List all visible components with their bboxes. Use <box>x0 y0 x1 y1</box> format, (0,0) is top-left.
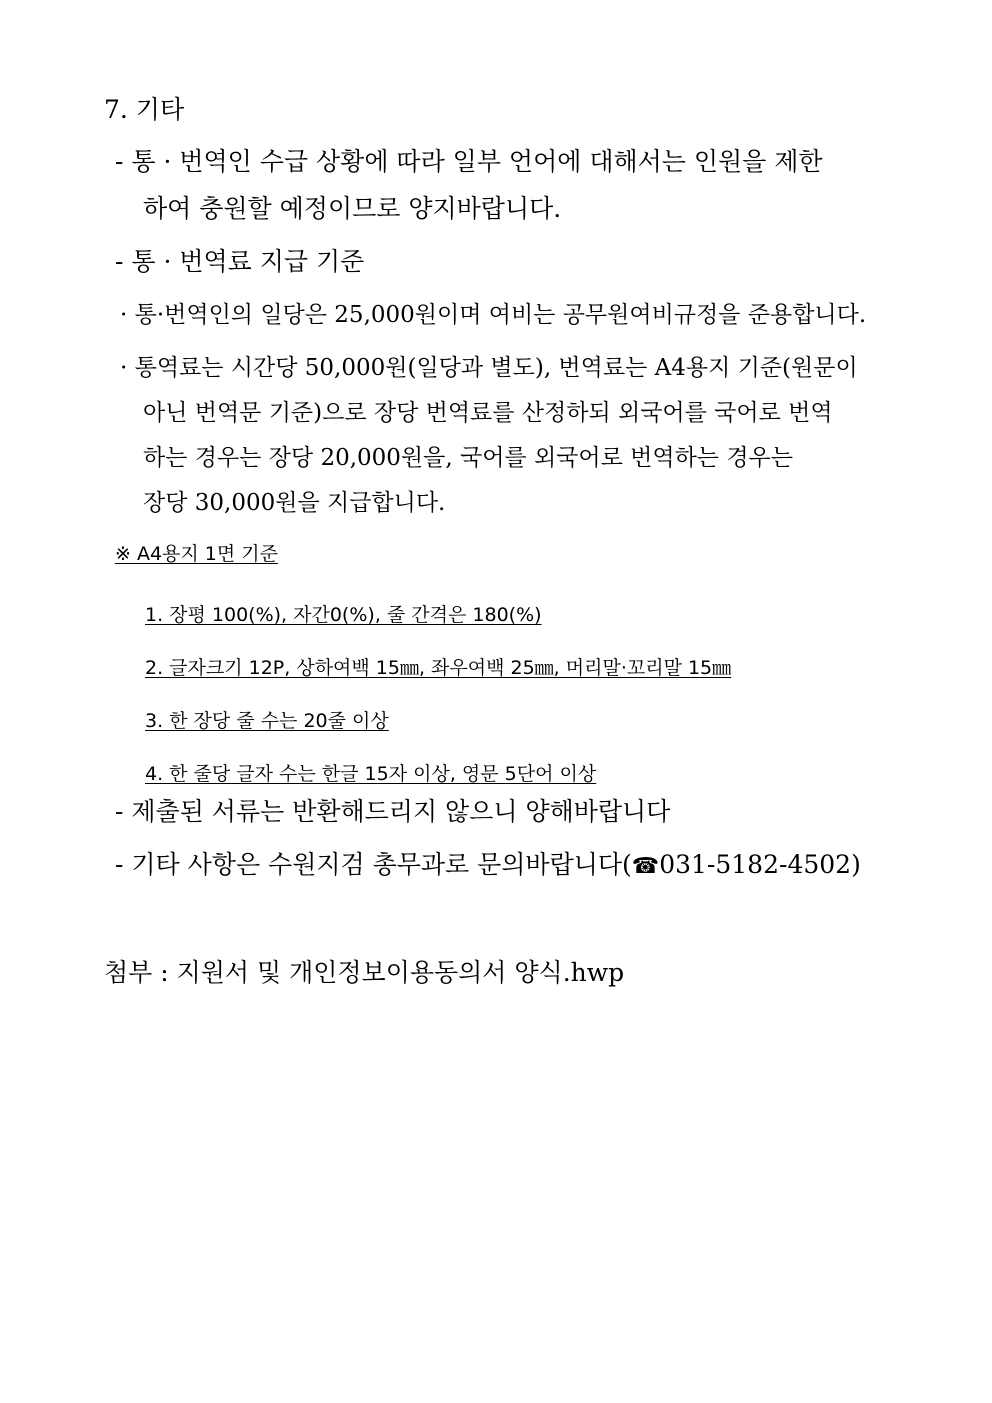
a4-criteria-item-2: 2. 글자크기 12P, 상하여백 15㎜, 좌우여백 25㎜, 머리말·꼬리말 15㎜ <box>145 657 732 679</box>
a4-criteria-item-4: 4. 한 줄당 글자 수는 한글 15자 이상, 영문 5단어 이상 <box>145 763 597 785</box>
daily-fee-text: · 통·번역인의 일당은 25,000원이며 여비는 공무원여비규정을 준용합니다. <box>120 302 867 328</box>
supply-notice-line-2: 하여 충원할 예정이므로 양지바랍니다. <box>143 194 562 223</box>
fee-detail-line-2: 아닌 번역문 기준)으로 장당 번역료를 산정하되 외국어를 국어로 번역 <box>143 400 833 426</box>
no-return-notice: - 제출된 서류는 반환해드리지 않으니 양해바랍니다 <box>115 797 671 826</box>
a4-standard-title: ※ A4용지 1면 기준 <box>115 543 278 565</box>
a4-criteria-item-3: 3. 한 장당 줄 수는 20줄 이상 <box>145 710 389 732</box>
contact-prefix: - 기타 사항은 수원지검 총무과로 문의바랍니다( <box>115 850 632 879</box>
telephone-icon: ☎ <box>631 854 660 879</box>
section-heading: 7. 기타 <box>104 95 185 124</box>
contact-line <box>115 848 861 884</box>
contact-suffix: ) <box>851 850 861 879</box>
fee-criteria-header: - 통 · 번역료 지급 기준 <box>115 247 365 276</box>
fee-detail-line-4: 장당 30,000원을 지급합니다. <box>143 490 446 516</box>
phone-number: 031-5182-4502 <box>659 850 852 879</box>
supply-notice-line-1: - 통 · 번역인 수급 상황에 따라 일부 언어에 대해서는 인원을 제한 <box>115 147 823 176</box>
a4-criteria-item-1: 1. 장평 100(%), 자간0(%), 줄 간격은 180(%) <box>145 604 542 626</box>
fee-detail-line-3: 하는 경우는 장당 20,000원을, 국어를 외국어로 번역하는 경우는 <box>143 445 793 471</box>
fee-detail-line-1: · 통역료는 시간당 50,000원(일당과 별도), 번역료는 A4용지 기준(원문이 <box>120 355 858 381</box>
attachment-line: 첨부 : 지원서 및 개인정보이용동의서 양식.hwp <box>104 958 625 987</box>
